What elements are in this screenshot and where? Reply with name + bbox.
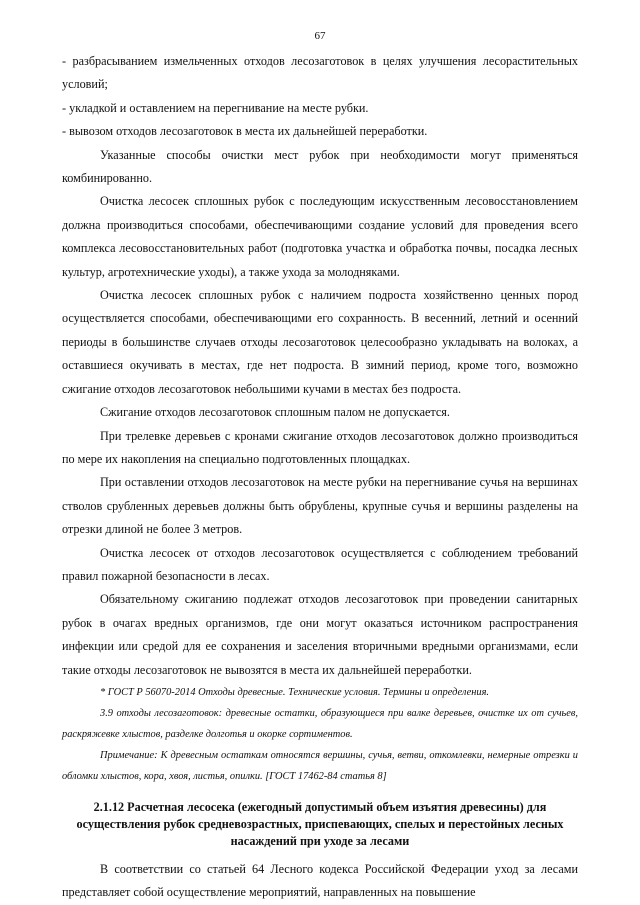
paragraph-3: - вывозом отходов лесозаготовок в места их дальнейшей переработки. [62,124,428,139]
document-body [62,50,578,905]
paragraph-2: - укладкой и оставлением на перегнивание на месте рубки. [62,100,369,115]
paragraph-7: Сжигание отходов лесозаготовок сплошным палом не допускается. [100,405,450,420]
paragraph-8: При трелевке деревьев с кронами сжигание отходов лесозаготовок должно производиться по мере их накопления на специально подготовленных площадках. [62,428,578,466]
footnote-gost: * ГОСТ Р 56070-2014 Отходы древесные. Технические условия. Термины и определения. [100,686,490,698]
page-number: 67 [314,30,326,42]
section-heading: 2.1.12 Расчетная лесосека (ежегодный допустимый объем изъятия древесины) для осуществления рубок средневозрастных, приспевающих, спелых и перестойных лесных насаждений при уходе за лесами [76,799,564,848]
paragraph-10: Очистка лесосек от отходов лесозаготовок осуществляется с соблюдением требований правил пожарной безопасности в лесах. [62,545,578,583]
paragraph-6: Очистка лесосек сплошных рубок с наличием подроста хозяйственно ценных пород осуществляется способами, обеспечивающими его сохранность. В весенний, летний и осенний периоды в большинстве случаев отходы лесозаготовок целесообразно укладывать на волоках, а оставшиеся окучивать в местах, где нет подроста. В зимний период, кроме того, возможно сжигание отходов лесозаготовок небольшими кучами в местах без подроста. [62,288,578,396]
paragraph-5: Очистка лесосек сплошных рубок с последующим искусственным лесовосстановлением должна производиться способами, обеспечивающими создание условий для проведения всего комплекса лесовосстановительных работ (подготовка участка и обработка почвы, посадка лесных культур, агротехнические уходы), а также ухода за молодняками. [62,194,578,279]
paragraph-9: При оставлении отходов лесозаготовок на месте рубки на перегнивание сучья на вершинах стволов срубленных деревьев должны быть обрублены, крупные сучья и вершины разделены на отрезки длиной не более 3 метров. [62,475,578,537]
footnote-remark: Примечание: К древесным остаткам относятся вершины, сучья, ветви, откомлевки, немерные отрезки и обломки хлыстов, кора, хвоя, листья, опилки. [ГОСТ 17462-84 статья 8] [62,749,578,782]
paragraph-final: В соответствии со статьей 64 Лесного кодекса Российской Федерации уход за лесами представляет собой осуществление мероприятий, направленных на повышение [62,861,578,900]
paragraph-4: Указанные способы очистки мест рубок при необходимости могут применяться комбинированно. [62,147,578,186]
footnote-definition: 3.9 отходы лесозаготовок: древесные остатки, образующиеся при валке деревьев, очистке их от сучьев, раскряжевке хлыстов, разделке долготья и окорке сортиментов. [62,707,578,740]
paragraph-11: Обязательному сжиганию подлежат отходов лесозаготовок при проведении санитарных рубок в очагах вредных организмов, где они могут оказаться источником распространения инфекции или средой для ее сохранения и заселения вторичными вредными организмами, если такие отходы лесозаготовок не вывозятся в места их дальнейшей переработки. [62,592,578,677]
paragraph-1: - разбрасыванием измельченных отходов лесозаготовок в целях улучшения лесорастительных условий; [62,54,578,92]
